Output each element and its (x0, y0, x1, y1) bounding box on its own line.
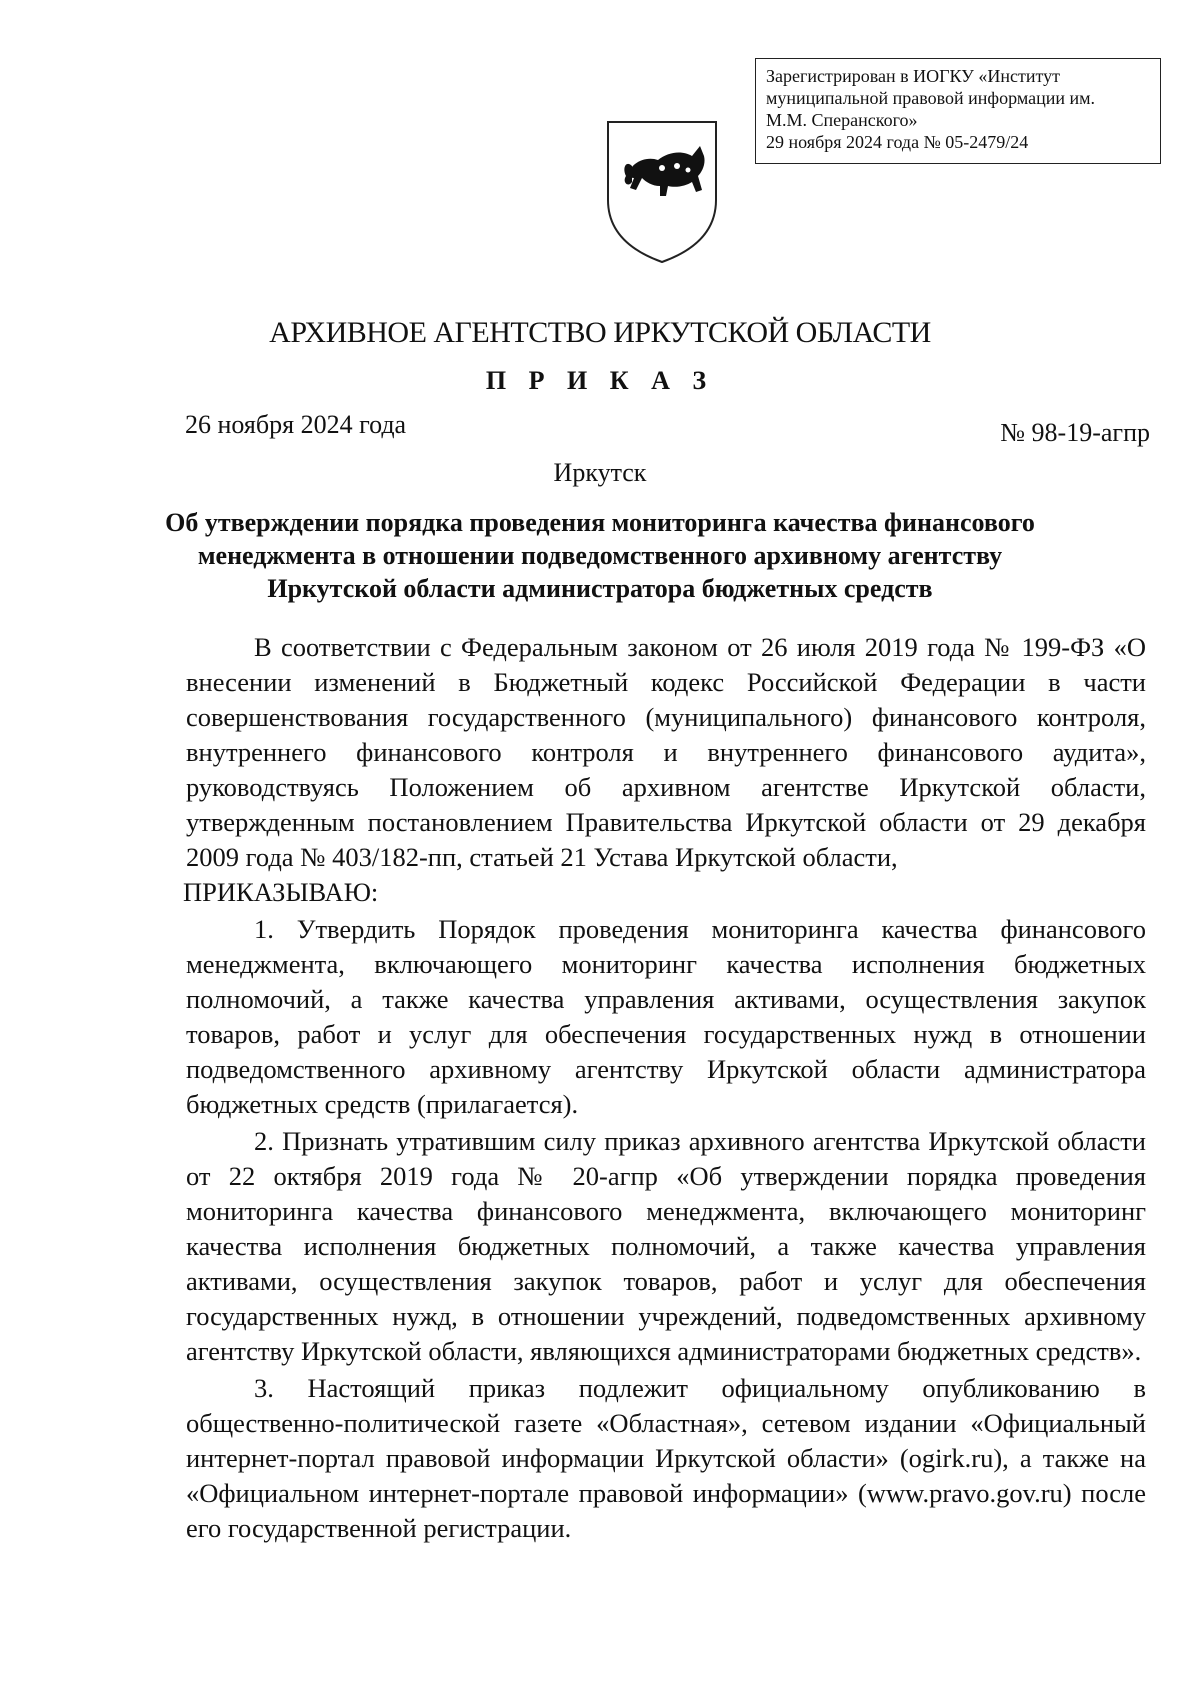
document-type: П Р И К А З (485, 366, 715, 395)
registration-line-4: 29 ноября 2024 года № 05-2479/24 (766, 132, 1029, 152)
document-body (183, 630, 1146, 1546)
order-item-1: 1. Утвердить Порядок проведения мониторинга качества финансового менеджмента, включающего мониторинг качества исполнения бюджетных полномочий, а также качества управления активами, осуществления закупок товаров, работ и услуг для обеспечения государственных нужд в отношении подведомственного архивному агентству Иркутской области администратора бюджетных средств (прилагается). (186, 914, 1146, 1119)
registration-line-1: Зарегистрирован в ИОГКУ «Институт (766, 66, 1061, 86)
document-title: Об утверждении порядка проведения мониторинга качества финансового менеджмента в отношении подведомственного архивному агентству Иркутской области администратора бюджетных средств (165, 508, 1035, 603)
order-item-2: 2. Признать утратившим силу приказ архивного агентства Иркутской области от 22 октября 2019 года № 20-агпр «Об утверждении порядка проведения мониторинга качества финансового менеджмента, включающего мониторинг качества исполнения бюджетных полномочий, а также качества управления активами, осуществления закупок товаров, работ и услуг для обеспечения государственных нужд, в отношении учреждений, подведомственных архивному агентству Иркутской области, являющихся администраторами бюджетных средств». (186, 1126, 1146, 1366)
registration-line-2: муниципальной правовой информации им. (766, 88, 1096, 108)
order-word: ПРИКАЗЫВАЮ: (183, 877, 379, 907)
registration-line-3: М.М. Сперанского» (766, 110, 918, 130)
document-city: Иркутск (553, 458, 647, 487)
preamble-paragraph: В соответствии с Федеральным законом от 26 июля 2019 года № 199-ФЗ «О внесении изменений в Бюджетный кодекс Российской Федерации в части совершенствования государственного (муниципального) финансового контроля, внутреннего финансового контроля и внутреннего финансового аудита», руководствуясь Положением об архивном агентстве Иркутской области, утвержденным постановлением Правительства Иркутской области от 29 декабря 2009 года № 403/182-пп, статьей 21 Устава Иркутской области, (186, 632, 1146, 872)
document-date: 26 ноября 2024 года (185, 410, 407, 439)
order-item-3: 3. Настоящий приказ подлежит официальному опубликованию в общественно-политической газете «Областная», сетевом издании «Официальный интернет-портал правовой информации Иркутской области» (ogirk.ru), а также на «Официальном интернет-портале правовой информации» (www.pravo.gov.ru) после его государственной регистрации. (186, 1373, 1146, 1543)
organization-name: АРХИВНОЕ АГЕНТСТВО ИРКУТСКОЙ ОБЛАСТИ (269, 316, 931, 349)
registration-stamp (755, 58, 1161, 164)
document-number: № 98-19-агпр (1000, 418, 1150, 447)
irkutsk-coat-of-arms-icon (602, 116, 722, 266)
